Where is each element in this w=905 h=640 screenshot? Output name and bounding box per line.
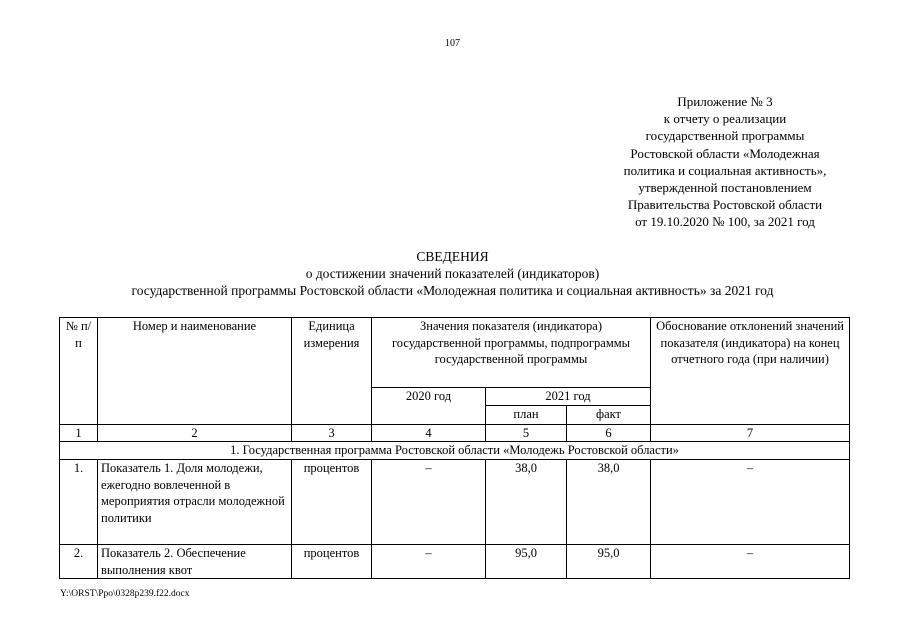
- header-justification: Обоснование отклонений значений показателя (индикатора) на конец отчетного года (при наличии): [651, 318, 850, 425]
- header-name: Номер и наименование: [98, 318, 292, 425]
- appendix-line: к отчету о реализации: [663, 111, 787, 127]
- appendix-note: [560, 93, 890, 231]
- row-fact: 95,0: [567, 545, 651, 579]
- column-number: 1: [60, 424, 98, 442]
- row-unit: процентов: [292, 545, 372, 579]
- appendix-line: Ростовской области «Молодежная: [630, 145, 820, 161]
- header-num: № п/п: [60, 318, 98, 425]
- section-title: 1. Государственная программа Ростовской области «Молодежь Ростовской области»: [60, 442, 850, 460]
- row-justification: –: [651, 545, 850, 579]
- header-unit: Единица измерения: [292, 318, 372, 425]
- header-plan: план: [486, 405, 567, 424]
- appendix-line: от 19.10.2020 № 100, за 2021 год: [635, 214, 815, 230]
- column-number: 3: [292, 424, 372, 442]
- document-heading: [0, 248, 905, 299]
- appendix-line: утвержденной постановлением: [638, 180, 812, 196]
- column-number: 2: [98, 424, 292, 442]
- row-fact: 38,0: [567, 460, 651, 545]
- column-number: 6: [567, 424, 651, 442]
- document-subtitle: о достижении значений показателей (индикаторов): [305, 266, 600, 281]
- row-value-2020: –: [372, 545, 486, 579]
- row-plan: 95,0: [486, 545, 567, 579]
- row-num: 1.: [60, 460, 98, 545]
- row-unit: процентов: [292, 460, 372, 545]
- row-name: Показатель 2. Обеспечение выполнения квот: [98, 545, 292, 579]
- row-plan: 38,0: [486, 460, 567, 545]
- table-row: [60, 545, 850, 579]
- row-justification: –: [651, 460, 850, 545]
- header-values: Значения показателя (индикатора) государственной программы, подпрограммы государственной программы: [372, 318, 651, 388]
- header-year-2020: 2020 год: [372, 388, 486, 425]
- column-number: 4: [372, 424, 486, 442]
- appendix-line: Правительства Ростовской области: [627, 197, 823, 213]
- column-numbers-row: [60, 424, 850, 442]
- row-value-2020: –: [372, 460, 486, 545]
- page-number: 107: [445, 38, 460, 49]
- table-row: [60, 460, 850, 545]
- file-path-footer: Y:\ORST\Ppo\0328p239.f22.docx: [60, 589, 190, 599]
- header-year-2021: 2021 год: [486, 388, 651, 406]
- appendix-line: государственной программы: [645, 128, 805, 144]
- column-number: 7: [651, 424, 850, 442]
- row-name: Показатель 1. Доля молодежи, ежегодно вовлеченной в мероприятия отрасли молодежной политики: [98, 460, 292, 545]
- document-subtitle-program: государственной программы Ростовской области «Молодежная политика и социальная активность» за 2021 год: [131, 283, 774, 298]
- appendix-line: Приложение № 3: [677, 94, 773, 109]
- row-num: 2.: [60, 545, 98, 579]
- column-number: 5: [486, 424, 567, 442]
- header-fact: факт: [567, 405, 651, 424]
- document-title: СВЕДЕНИЯ: [416, 249, 489, 264]
- appendix-line: политика и социальная активность»,: [623, 162, 827, 178]
- indicators-table: [59, 317, 850, 579]
